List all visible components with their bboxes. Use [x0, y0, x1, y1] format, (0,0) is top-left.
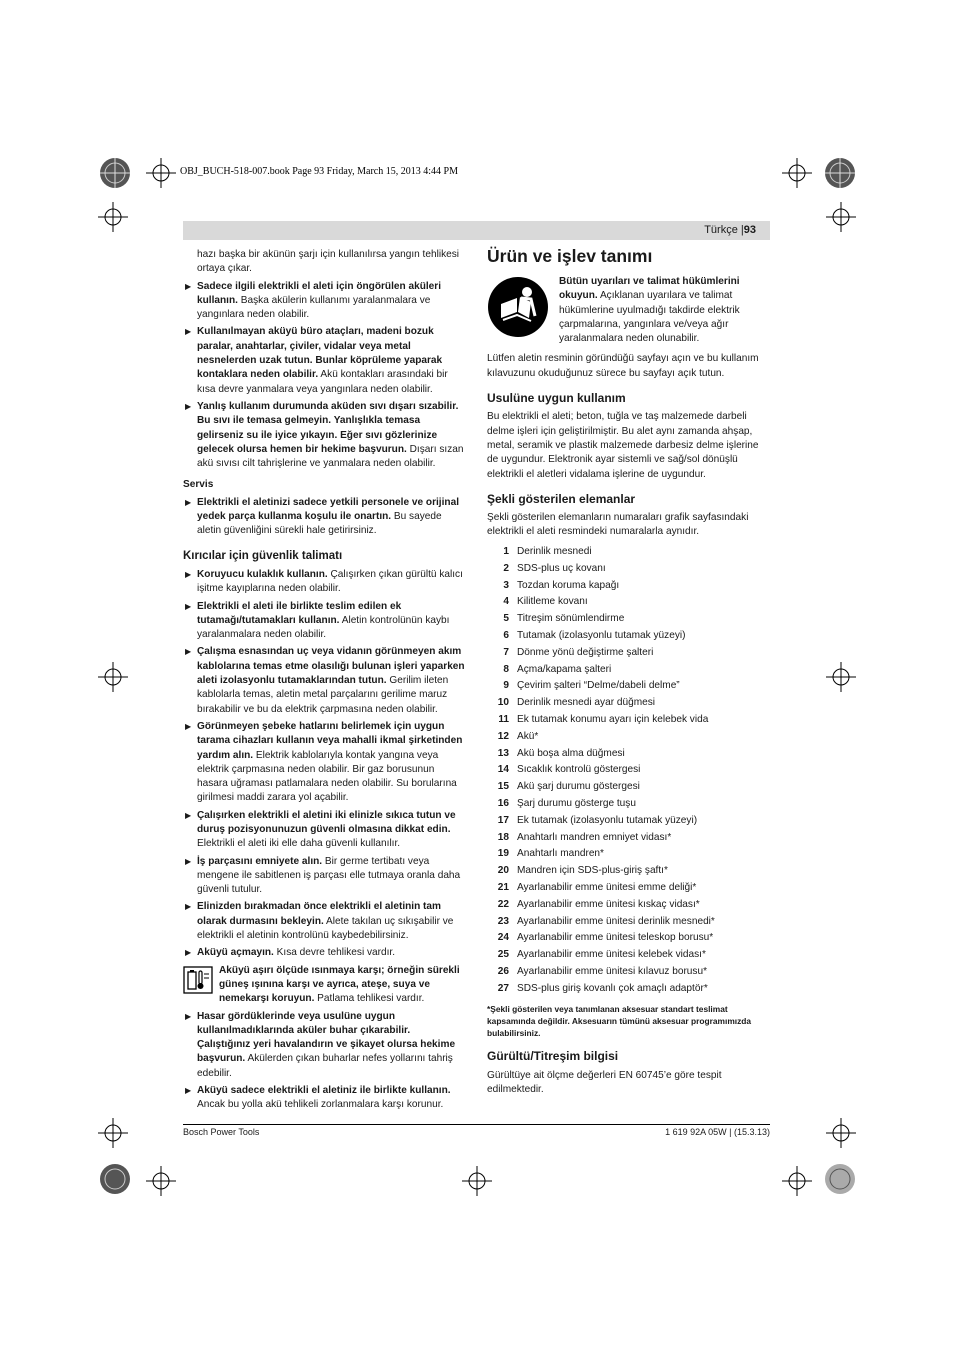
list-item: [183, 645, 466, 716]
noise-text: Gürültüye ait ölçme değerleri EN 60745’e göre tespit edilmektedir.: [487, 1069, 722, 1095]
breaker-safety-heading: Kırıcılar için güvenlik talimatı: [183, 549, 343, 562]
list-item: [183, 720, 466, 806]
accessory-footnote: *Şekli gösterilen veya tanımlanan aksesuar standart teslimat kapsamında değildir. Aksesuarın tümünü aksesuar programımızda bulabilirsiniz.: [487, 1004, 752, 1039]
triangle-right-icon: ▶: [185, 497, 192, 507]
list-item: [487, 695, 770, 712]
list-item: [487, 712, 770, 729]
bullet-bold: Yanlış kullanım durumunda aküden sıvı dışarı sızabilir. Bu sıvı ile temasa gelmeyin. Yanlışlıkla temasa gelirseniz su ile iyice yıkayın. Eğer sıvı gözlerinize gelecek olursa hemen bir hekime başvurun.: [197, 400, 459, 455]
component-label: Anahtarlı mandren emniyet vidası*: [517, 831, 672, 843]
component-number: 11: [498, 713, 509, 725]
component-number: 4: [503, 596, 509, 608]
servis-heading: Servis: [183, 479, 214, 491]
component-number: 9: [503, 680, 509, 692]
bullet-text: Gerilim ileten kablolarla temas, aletin metal parçalarını gerilime maruz bırakabilir ve bu da elektrik çarpmasına neden olabilir.: [197, 675, 449, 715]
list-item: [183, 809, 466, 852]
fold-out-note: Lütfen aletin resminin göründüğü sayfayı açın ve bu kullanım kılavuzunu okuduğunuz sürece bu sayfayı açık tutun.: [487, 353, 759, 379]
bullet-text: Bu sayede aletin güvenliğini sürekli hale getirirsiniz.: [197, 511, 442, 537]
list-item: [487, 544, 770, 561]
component-label: Anahtarlı mandren*: [517, 848, 604, 860]
header-separator: |: [740, 224, 744, 236]
component-label: Ayarlanabilir emme ünitesi emme deliği*: [517, 881, 697, 893]
bullet-bold: Aküyü açmayın.: [197, 947, 274, 959]
crosshair-icon: [782, 158, 812, 188]
list-item: [487, 661, 770, 678]
list-item: [487, 678, 770, 695]
list-item: [183, 900, 466, 943]
list-item: [183, 325, 466, 396]
bullet-text: Ancak bu yolla akü tehlikeli zorlanmalara karşı korunur.: [197, 1099, 444, 1111]
components-intro: Şekli gösterilen elemanların numaraları grafik sayfasındaki elektrikli el aleti resmindeki numaralarla aynıdır.: [487, 512, 749, 538]
triangle-right-icon: ▶: [185, 948, 192, 958]
crosshair-icon: [782, 1166, 812, 1196]
triangle-right-icon: ▶: [185, 856, 192, 866]
component-number: 16: [497, 797, 509, 809]
list-item: [487, 645, 770, 662]
left-column: [183, 248, 466, 1116]
list-item: [487, 594, 770, 611]
component-label: Mandren için SDS-plus-giriş şaftı*: [517, 865, 668, 877]
component-number: 19: [497, 848, 509, 860]
heat-warning: [183, 964, 466, 1007]
bullet-bold: Sadece ilgili elektrikli el aleti için öngörülen aküleri kullanın.: [197, 280, 442, 306]
component-number: 24: [497, 932, 509, 944]
component-label: Ayarlanabilir emme ünitesi kelebek vidası*: [517, 949, 706, 961]
footer-doc-number: 1 619 92A 05W | (15.3.13): [665, 1127, 770, 1137]
list-item: [487, 863, 770, 880]
list-item: [183, 946, 466, 960]
triangle-right-icon: ▶: [185, 902, 192, 912]
bullet-text: Çalışırken çıkan gürültü kalıcı işitme kayıplarına neden olabilir.: [197, 568, 463, 595]
component-label: Ayarlanabilir emme ünitesi kıskaç vidası*: [517, 898, 700, 910]
triangle-right-icon: ▶: [185, 721, 192, 731]
crosshair-icon: [146, 1166, 176, 1196]
component-label: Titreşim sönümlendirme: [517, 613, 625, 625]
component-label: Tutamak (izolasyonlu tutamak yüzeyi): [517, 629, 686, 641]
component-label: Derinlik mesnedi ayar düğmesi: [517, 697, 656, 709]
component-label: Kilitleme kovanı: [517, 596, 588, 608]
list-item: [487, 779, 770, 796]
crosshair-icon: [826, 662, 856, 692]
list-item: [487, 964, 770, 981]
noise-heading: Gürültü/Titreşim bilgisi: [487, 1049, 619, 1064]
triangle-right-icon: ▶: [185, 601, 192, 611]
footer-brand: Bosch Power Tools: [183, 1127, 260, 1137]
list-item: [487, 796, 770, 813]
component-label: Ayarlanabilir emme ünitesi teleskop borusu*: [517, 932, 714, 944]
bullet-bold: Koruyucu kulaklık kullanın.: [197, 568, 328, 580]
component-number: 7: [503, 646, 509, 658]
bullet-bold: Elinizden bırakmadan önce elektrikli el aletinin tam olarak durmasını bekleyin.: [197, 901, 442, 927]
list-item: [487, 930, 770, 947]
component-number: 10: [497, 697, 509, 709]
component-label: Şarj durumu gösterge tuşu: [517, 797, 636, 809]
component-label: Dönme yönü değiştirme şalteri: [517, 646, 654, 658]
component-number: 14: [497, 764, 509, 776]
crosshair-icon: [462, 1166, 492, 1196]
component-number: 27: [497, 982, 509, 994]
component-label: Ayarlanabilir emme ünitesi derinlik mesnedi*: [517, 915, 715, 927]
bullet-bold: Görünmeyen şebeke hatlarını belirlemek için uygun tarama cihazları kullanın veya mahalli ikmal şirketinden yardım alın.: [197, 720, 463, 761]
component-label: SDS-plus uç kovanı: [517, 562, 606, 574]
list-item: [487, 829, 770, 846]
triangle-right-icon: ▶: [185, 810, 192, 820]
list-item: [487, 896, 770, 913]
bullet-bold: Elektrikli el aletinizi sadece yetkili personele ve orijinal yedek parça kullanma koşulu ile onartın.: [197, 496, 459, 523]
crosshair-icon: [826, 202, 856, 232]
crosshair-icon: [98, 662, 128, 692]
bullet-text: Elektrikli el aleti iki elle daha güvenli kullanılır.: [197, 838, 401, 850]
bullet-bold: Elektrikli el aleti ile birlikte teslim edilen ek tutamağı/tutamakları kullanın.: [197, 600, 402, 626]
triangle-right-icon: ▶: [185, 1086, 192, 1096]
component-number: 26: [497, 965, 509, 977]
header-text: [704, 224, 756, 236]
component-number: 6: [503, 629, 509, 641]
list-item: [183, 496, 466, 539]
component-number: 23: [497, 915, 509, 927]
component-label: Derinlik mesnedi: [517, 546, 592, 557]
product-description-heading: Ürün ve işlev tanımı: [487, 246, 653, 266]
component-label: Ek tutamak (izolasyonlu tutamak yüzeyi): [517, 814, 698, 826]
list-item: [487, 947, 770, 964]
bullet-text: Dışarı sızan akü sıvısı cilt tahrişlerine ve yanmalara neden olabilir.: [197, 443, 464, 470]
warning-bold: Aküyü aşırı ölçüde ısınmaya karşı; örneğin sürekli güneş ışınına karşı ve ayrıca, ateşe, suya ve nemekarşı koruyun.: [219, 964, 460, 1005]
header-language: Türkçe: [704, 224, 738, 236]
component-number: 18: [497, 831, 509, 843]
list-item: [183, 400, 466, 471]
triangle-right-icon: ▶: [185, 327, 192, 337]
registration-mark-icon: [823, 156, 857, 190]
crosshair-icon: [146, 158, 176, 188]
bullet-bold: İş parçasını emniyete alın.: [197, 855, 323, 867]
battery-temperature-icon: [183, 966, 213, 994]
bullet-text: Kısa devre tehlikesi vardır.: [273, 947, 396, 959]
component-number: 25: [497, 949, 509, 961]
read-manual-icon: [487, 276, 549, 338]
component-number: 5: [503, 613, 509, 625]
components-list: [487, 544, 770, 998]
component-label: Sıcaklık kontrolü göstergesi: [517, 764, 641, 776]
list-item: [487, 745, 770, 762]
instructions-text: Açıklanan uyarılara ve talimat hükümlerine uyulmadığı takdirde elektrik çarpmalarına, yangınlara ve/veya ağır yaralanmalara neden olunabilir.: [559, 290, 740, 345]
registration-mark-icon: [98, 1162, 132, 1196]
component-number: 12: [497, 730, 509, 742]
component-number: 20: [497, 865, 509, 877]
list-item: [487, 611, 770, 628]
bullet-bold: Hasar gördüklerinde veya usulüne uygun kullanılmadıklarında aküler buhar çıkarabilir. Çalıştığınız yeri havalandırın ve şikayet olursa hekime başvurun.: [197, 1010, 456, 1065]
component-label: Akü şarj durumu göstergesi: [517, 781, 640, 793]
triangle-right-icon: ▶: [185, 647, 192, 657]
list-item: [183, 855, 466, 898]
component-label: Ek tutamak konumu ayarı için kelebek vida: [517, 713, 709, 725]
triangle-right-icon: ▶: [185, 1011, 192, 1021]
bullet-bold: Çalışma esnasından uç veya vidanın görünmeyen akım kablolarına temas etme olasılığı bulunan işleri yaparken aleti izolasyonlu tutamaklarından tutun.: [197, 646, 465, 687]
instructions-bold: Bütün uyarıları ve talimat hükümlerini okuyun.: [559, 276, 740, 302]
component-label: SDS-plus giriş kovanlı çok amaçlı adaptör*: [517, 982, 708, 994]
intended-use-text: Bu elektrikli el aleti; beton, tuğla ve taş malzemede darbeli delme işleri için geliştirilmiştir. Bu alet aynı zamanda ahşap, metal, seramik ve plastik malzemede darbesiz delme işlerine de uygundur. Elektronik ayar sistemli ve sağ/sol dönüşlü elektrikli el aletleri vidalama işlerine de uygundur.: [487, 411, 759, 480]
list-item: [487, 577, 770, 594]
component-number: 2: [503, 562, 509, 574]
list-item: [183, 568, 466, 597]
list-item: [487, 729, 770, 746]
bullet-text: Akülerden çıkan buharlar nefes yollarını tahriş edebilir.: [197, 1053, 453, 1079]
component-label: Akü*: [517, 730, 539, 742]
intended-use-heading: Usulüne uygun kullanım: [487, 391, 626, 406]
footer-divider: [183, 1124, 770, 1125]
registration-mark-icon: [98, 156, 132, 190]
components-heading: Şekli gösterilen elemanlar: [487, 491, 636, 506]
crosshair-icon: [98, 202, 128, 232]
component-label: Çevirim şalteri “Delme/dabeli delme”: [517, 680, 680, 692]
page-number: 93: [743, 224, 756, 236]
component-label: Açma/kapama şalteri: [517, 663, 612, 675]
page-header: [183, 221, 770, 240]
crosshair-icon: [98, 1118, 128, 1148]
list-item: [487, 628, 770, 645]
list-item: [487, 980, 770, 997]
component-number: 1: [503, 546, 509, 557]
triangle-right-icon: ▶: [185, 401, 192, 411]
bullet-text: Akü kontakları arasındaki bir kısa devre yanmalara veya yangınlara neden olabilir.: [197, 369, 448, 395]
list-item: [487, 846, 770, 863]
bullet-bold: Aküyü sadece elektrikli el aletiniz ile birlikte kullanın.: [197, 1085, 451, 1097]
list-item: [487, 880, 770, 897]
component-number: 22: [497, 898, 509, 910]
component-number: 17: [497, 814, 509, 826]
component-label: Akü boşa alma düğmesi: [517, 747, 625, 759]
list-item: [487, 913, 770, 930]
bullet-bold: Çalışırken elektrikli el aletini iki elinizle sıkıca tutun ve duruş pozisyonunuzun güvenli olmasına dikkat edin.: [197, 809, 456, 835]
component-label: Ayarlanabilir emme ünitesi kılavuz borusu*: [517, 965, 708, 977]
list-item: [487, 561, 770, 578]
list-item: [183, 280, 466, 323]
triangle-right-icon: ▶: [185, 569, 192, 579]
intro-continuation: hazı başka bir akünün şarjı için kullanılırsa yangın tehlikesi ortaya çıkar.: [197, 249, 460, 275]
warning-text: Patlama tehlikesi vardır.: [314, 993, 425, 1005]
registration-mark-icon: [823, 1162, 857, 1196]
right-column: [487, 246, 770, 1097]
component-number: 3: [503, 579, 509, 591]
triangle-right-icon: ▶: [185, 281, 192, 291]
component-number: 15: [497, 781, 509, 793]
bullet-text: Başka akülerin kullanımı yaralanmalara ve yangınlara neden olabilir.: [197, 294, 431, 321]
component-label: Tozdan koruma kapağı: [517, 579, 620, 591]
list-item: [183, 600, 466, 643]
bullet-text: Alete takılan uç sıkışabilir ve elektrikli el aletinin kontrolünü kaybedebilirsiniz.: [197, 915, 454, 942]
bullet-text: Aletin kontrolünün kaybı yaralanmalara neden olabilir.: [197, 614, 450, 641]
component-number: 21: [497, 881, 509, 893]
component-number: 13: [497, 747, 509, 759]
bullet-text: Elektrik kablolarıyla kontak yangına veya elektrik çarpmasına neden olabilir. Bir gaz borusunun hasara uğraması patlamalara neden olabilir. Su borularına girilmesi maddi zarara yol açabilir.: [197, 749, 457, 804]
print-info: OBJ_BUCH-518-007.book Page 93 Friday, March 15, 2013 4:44 PM: [180, 166, 458, 177]
list-item: [487, 813, 770, 830]
bullet-text: Bir germe tertibatı veya mengene ile sabitlenen iş parçası elle tutmaya oranla daha güvenli tutulur.: [197, 855, 461, 896]
bullet-bold: Kullanılmayan aküyü büro ataçları, madeni bozuk paralar, anahtarlar, çiviler, vidalar veya metal nesnelerden uzak tutun. Bunlar köprüleme yaparak kontaklara neden olabilir.: [197, 326, 443, 381]
list-item: [183, 1010, 466, 1081]
crosshair-icon: [826, 1118, 856, 1148]
list-item: [183, 1084, 466, 1113]
component-number: 8: [503, 663, 509, 675]
read-instructions-block: [487, 275, 770, 346]
list-item: [487, 762, 770, 779]
